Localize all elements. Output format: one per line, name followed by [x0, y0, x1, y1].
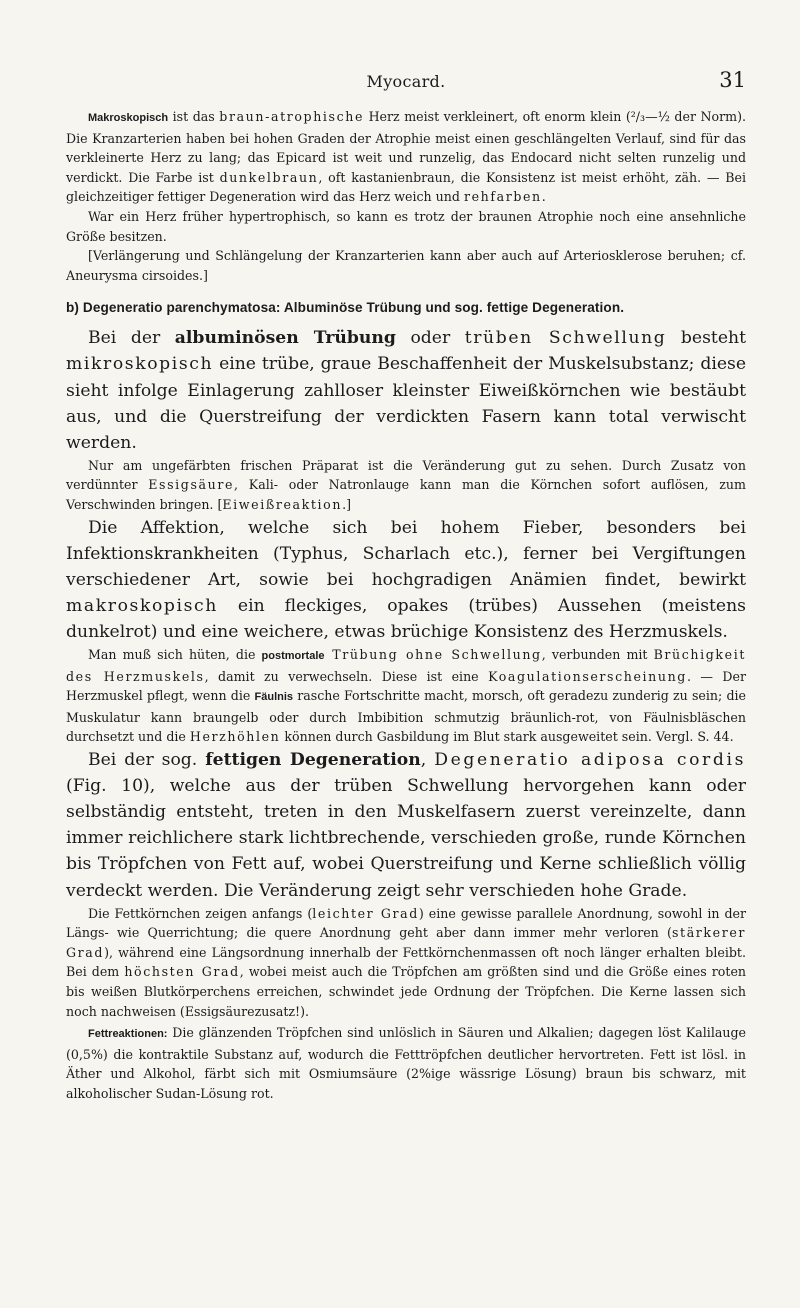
page-number: 31 — [719, 68, 746, 92]
paragraph-albuminous-clouding: Bei der albuminösen Trübung oder trüben Schwellung besteht mikroskopisch eine trübe, graue Beschaffenheit der Muskelsubstanz; diese sieht infolge Einlagerung zahlloser kleinster Eiweißkörnchen wie bestäubt aus, und die Querstreifung der verdickten Fasern kann total verwischt werden. — [66, 328, 746, 453]
paragraph-fat-granules: Die Fettkörnchen zeigen anfangs (leichter Grad) eine gewisse parallele Anordnung, sowohl in der Längs- wie Querrichtung; die quere Anordnung geht aber dann immer mehr verloren (stärkerer Grad), während eine Längsordnung innerhalb der Fettkörnchenmassen oft noch länger erhalten bleibt. Bei dem höchsten Grad, wobei meist auch die Tröpfchen am größten sind und die Größe eines roten bis weißen Blutkörperchens erreichen, schwindet jede Ordnung der Tröpfchen. Die Kerne lassen sich noch nachweisen (Essigsäurezusatz!). — [66, 905, 747, 1019]
paragraph-postmortem: Man muß sich hüten, die postmortale Trübung ohne Schwellung, verbunden mit Brüchigkeit des Herzmuskels, damit zu verwechseln. Diese ist eine Koagulationserscheinung. — Der Herzmuskel pflegt, wenn die Fäulnis rasche Fortschritte macht, morsch, oft geradezu zunderig zu sein; die Muskulatur kann braungelb oder durch Imbibition schmutzig bräunlich-rot, von Fäulnisbläschen durchsetzt und die Herzhöhlen können durch Gasbildung im Blut stark ausgeweitet sein. Vergl. S. 44. — [66, 647, 746, 745]
emphasis-term: höchsten Grad — [124, 964, 240, 980]
emphasis-term: rehfarben — [463, 189, 542, 205]
paragraph-arteriosclerosis-note: [Verlängerung und Schlängelung der Kranzarterien kann aber auch auf Arteriosklerose beruhen; cf. Aneurysma cirsoides.] — [66, 248, 746, 283]
emphasis-term: Koagulationserscheinung — [488, 668, 687, 684]
emphasis-term: Trübung ohne Schwellung — [324, 647, 542, 663]
small-caps-term: Fäulnis — [254, 691, 294, 704]
emphasis-term: mikroskopisch — [66, 354, 214, 375]
paragraph-fat-reactions: Fettreaktionen: Die glänzenden Tröpfchen sind unlöslich in Säuren und Alkalien; dagegen löst Kalilauge (0,5%) die kontraktile Substanz auf, wodurch die Fetttröpfchen deutlicher hervortreten. Fett ist lösl. in Äther und Alkohol, färbt sich mit Osmiumsäure (2%ige wässrige Lösung) braun bis schwarz, mit alkoholischer Sudan-Lösung rot. — [66, 1025, 746, 1101]
emphasis-term: leichter Grad — [312, 905, 419, 921]
emphasis-term: dunkelbraun — [219, 169, 319, 185]
emphasis-term: Eiweißreaktion — [222, 497, 343, 512]
paragraph-macroscopic-atrophy: Makroskopisch ist das braun-atrophische Herz meist verkleinert, oft enorm klein (²/₃—½ der Norm). Die Kranzarterien haben bei hohen Graden der Atrophie meist einen geschlängelten Verlauf, sind für das verkleinerte Herz zu lang; das Epicard ist weit und runzelig, das Endocard nicht selten runzelig und verdickt. Die Farbe ist dunkelbraun, oft kastanienbraun, die Konsistenz ist meist erhöht, zäh. — Bei gleichzeitiger fettiger Degeneration wird das Herz weich und rehfarben. — [66, 109, 746, 205]
bold-term: fettigen Degeneration — [205, 750, 421, 771]
emphasis-term: Degeneratio adiposa cordis — [434, 750, 746, 771]
emphasis-term: Herzhöhlen — [189, 729, 281, 745]
page-body — [66, 107, 746, 1104]
small-caps-term: postmortale — [261, 650, 325, 663]
bold-term: albuminösen Trübung — [174, 328, 396, 349]
emphasis-term: Essigsäure — [148, 477, 235, 493]
running-title: Myocard. — [366, 72, 446, 91]
paragraph-fresh-preparation: Nur am ungefärbten frischen Präparat ist die Veränderung gut zu sehen. Durch Zusatz von verdünnter Essigsäure, Kali- oder Natronlauge kann man die Körnchen sofort auflösen, zum Verschwinden bringen. [Eiweißreaktion.] — [66, 457, 746, 512]
paragraph-lead-word: Makroskopisch — [88, 112, 169, 124]
section-heading-degeneratio-parenchymatosa: b) Degeneratio parenchymatosa: Albuminöse Trübung und sog. fettige Degeneration. — [66, 300, 625, 316]
page-header — [66, 68, 746, 98]
paragraph-fatty-degeneration: Bei der sog. fettigen Degeneration, Degeneratio adiposa cordis (Fig. 10), welche aus der trüben Schwellung hervorgehen kann oder selbständig entsteht, treten in den Muskelfasern zuerst vereinzelte, dann immer reichlichere stark lichtbrechende, verschieden große, runde Körnchen bis Tröpfchen von Fett auf, wobei Querstreifung und Kerne schließlich völlig verdeckt werden. Die Veränderung zeigt sehr verschieden hohe Grade. — [66, 750, 746, 901]
small-caps-term: Fettreaktionen: — [88, 1028, 168, 1041]
emphasis-term: makroskopisch — [66, 595, 218, 616]
emphasis-term: trüben Schwellung — [464, 328, 667, 349]
emphasis-term: braun-atrophische — [219, 109, 365, 124]
emphasis-term: Brüchigkeit des Herzmuskels — [66, 647, 746, 684]
paragraph-hypertrophy-note: War ein Herz früher hypertrophisch, so kann es trotz der braunen Atrophie noch eine ansehnliche Größe besitzen. — [66, 208, 746, 244]
emphasis-term: stärkerer Grad — [66, 925, 746, 960]
paragraph-affection: Die Affektion, welche sich bei hohem Fieber, besonders bei Infektionskrankheiten (Typhus, Scharlach etc.), ferner bei Vergiftungen verschiedener Art, sowie bei hochgradigen Anämien findet, bewirkt makroskopisch ein fleckiges, opakes (trübes) Aussehen (meistens dunkelrot) und eine weichere, etwas brüchige Konsistenz des Herzmuskels. — [66, 517, 746, 642]
